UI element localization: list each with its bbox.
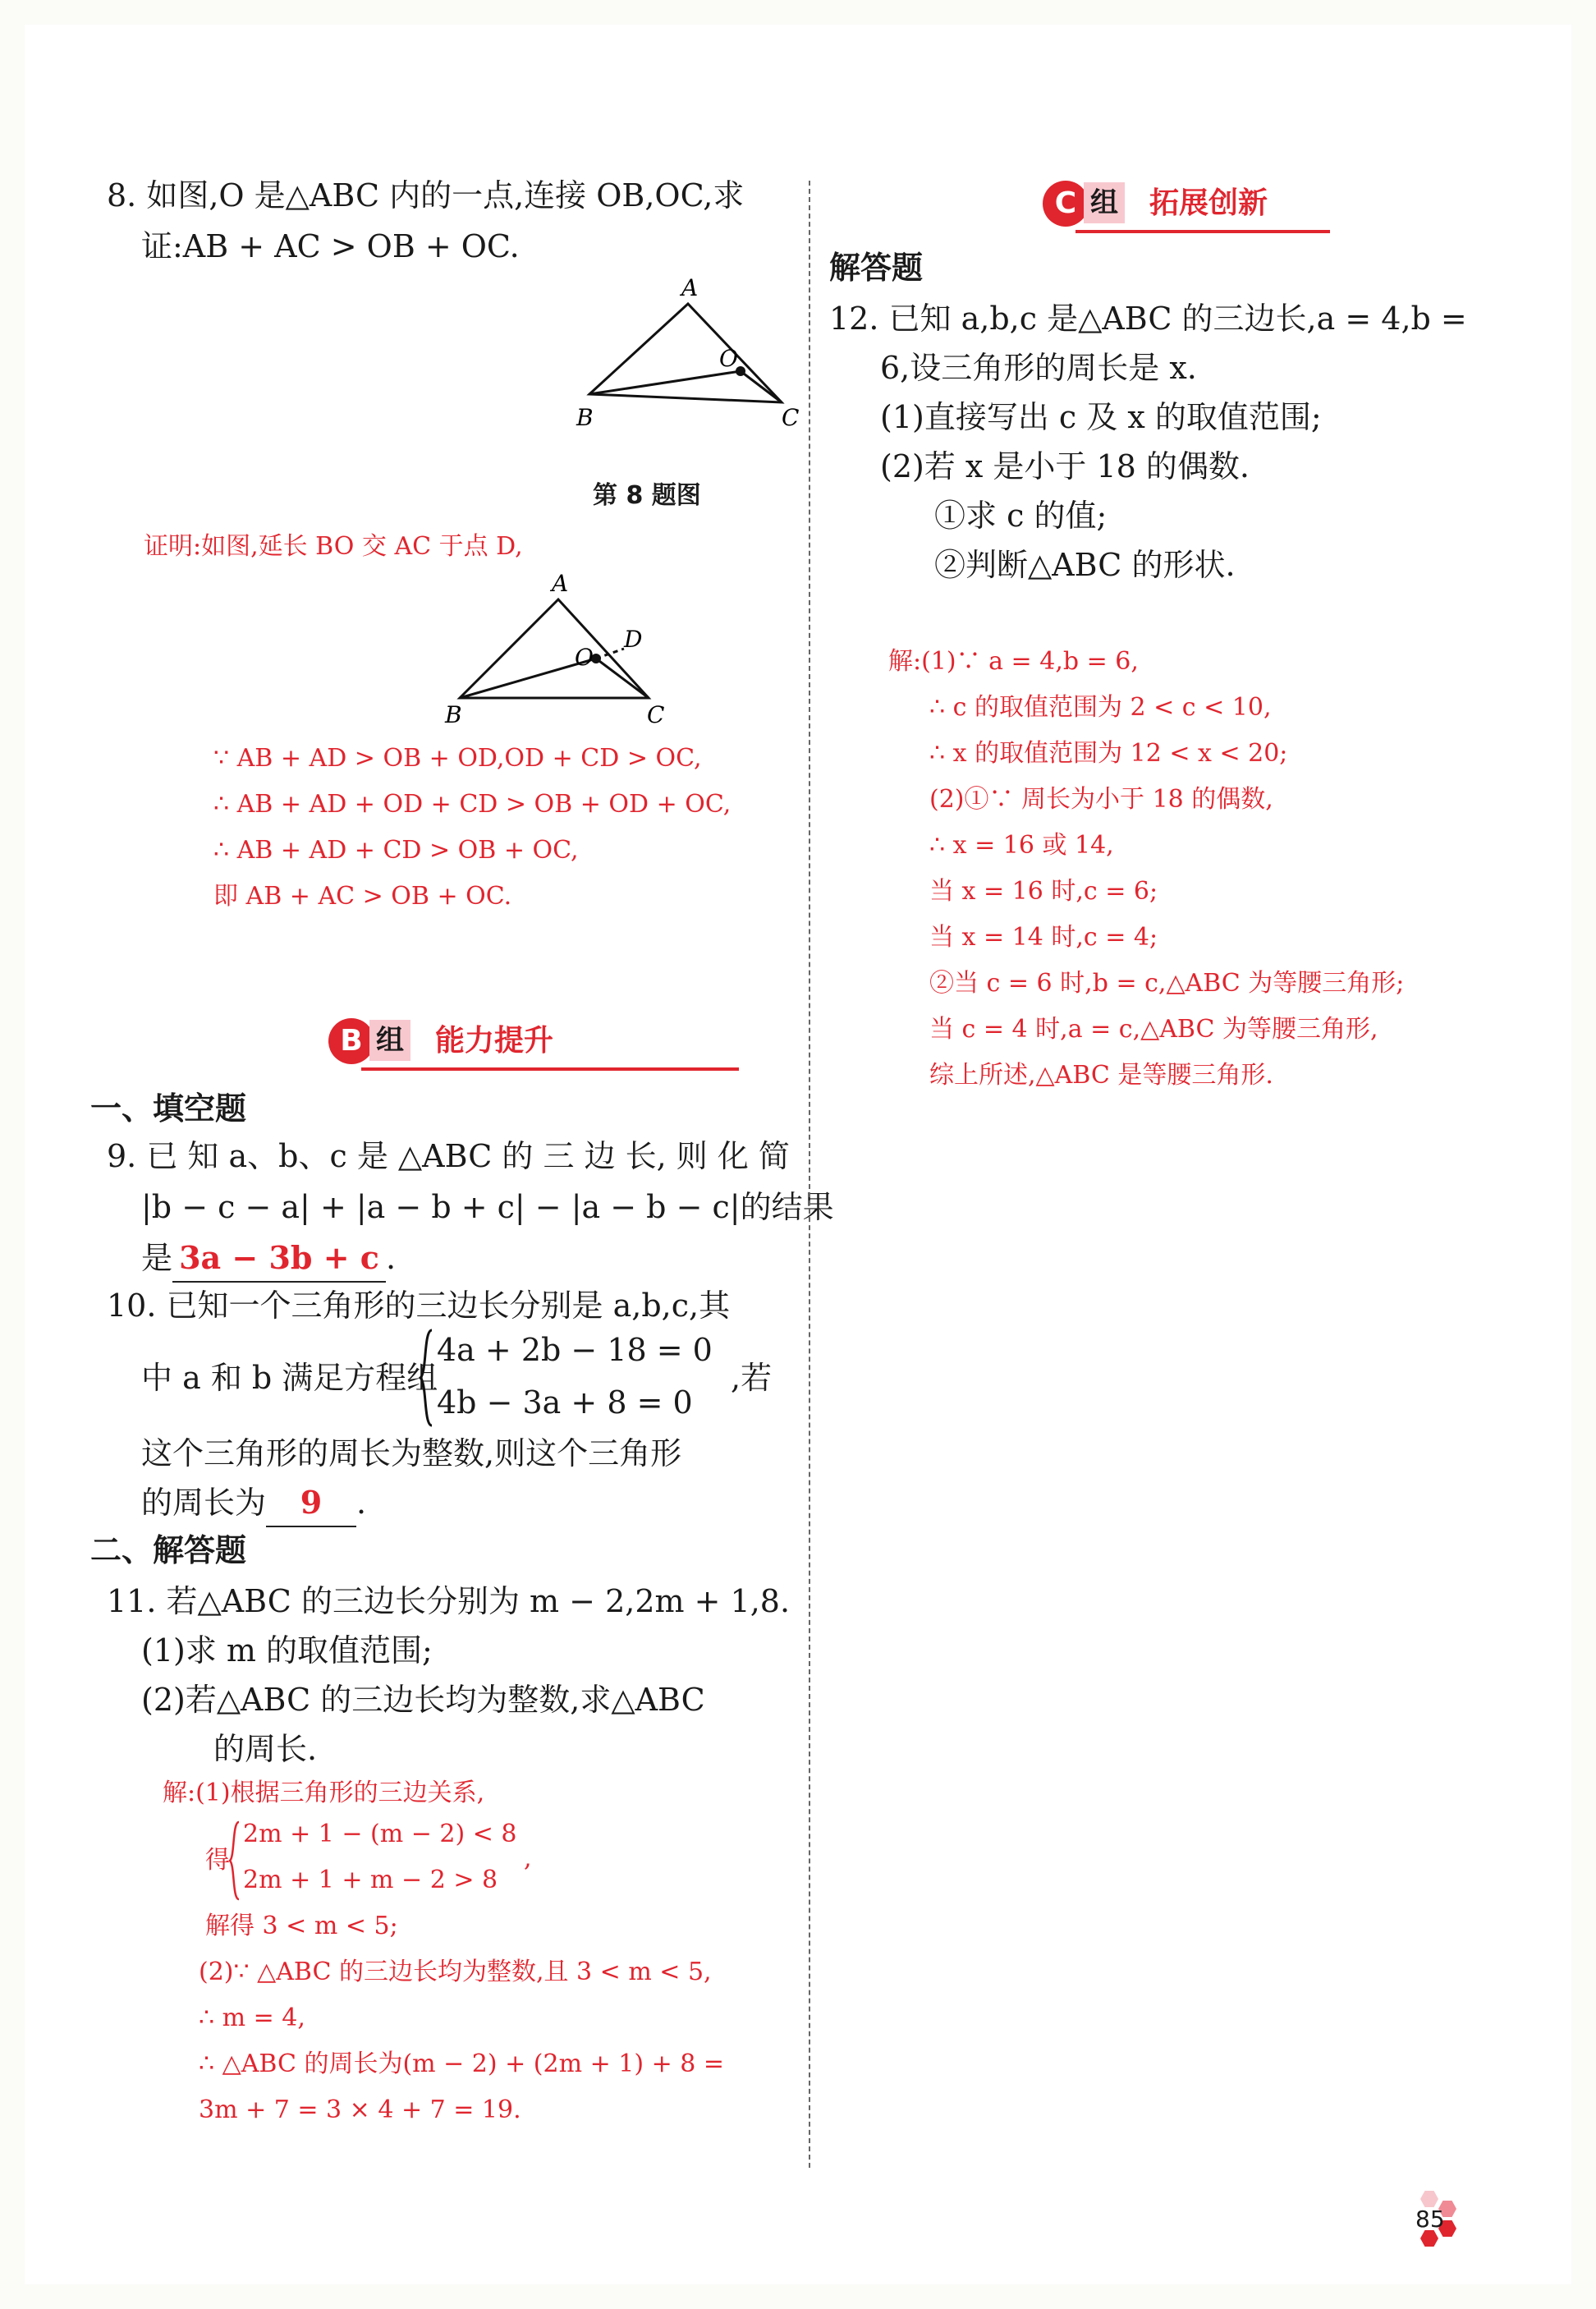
q11-line2: (1)求 m 的取值范围; [141,1632,433,1669]
q10-eq1: 4a + 2b − 18 = 0 [437,1332,713,1368]
section-answer-c: 解答题 [829,250,924,286]
q12-sol-1: 解:(1)∵ a = 4,b = 6, [888,647,1139,676]
q10-answer: 9 [300,1484,323,1521]
q11-system-brace [228,1820,241,1902]
group-c-underline [1075,230,1330,233]
q9-line3 [141,1235,396,1283]
group-c-zu: 组 [1084,182,1125,223]
figure-8-caption: 第 8 题图 [593,481,701,510]
q10-answer-blank [266,1480,356,1527]
q12-line6: ②判断△ABC 的形状. [934,547,1236,583]
q9-line2: |b − c − a| + |a − b + c| − |a − b − c|的结果 [141,1189,834,1225]
q10-post: . [356,1485,367,1521]
q9-pre: 是 [141,1240,173,1276]
q8-proof-step1: ∵ AB + AD > OB + OD,OD + CD > OC, [213,744,702,773]
q11-de: 得 [205,1846,230,1875]
group-c-title: 拓展创新 [1149,186,1268,220]
q12-line5: ①求 c 的值; [934,498,1108,534]
q10-line1: 10. 已知一个三角形的三边长分别是 a,b,c,其 [107,1288,731,1324]
q10-line4-pre: 的周长为 [141,1485,267,1521]
q10-eq2: 4b − 3a + 8 = 0 [437,1384,693,1421]
q10-line2-pre: 中 a 和 b 满足方程组 [141,1360,438,1396]
q9-answer: 3a − 3b + c [179,1239,379,1276]
group-b-letter: B [328,1018,374,1064]
q11-sys1: 2m + 1 − (m − 2) < 8 [243,1820,517,1848]
q9-answer-blank [172,1235,386,1283]
column-divider [809,181,810,2168]
q12-sol-5: ∴ x = 16 或 14, [929,831,1114,860]
q12-sol-3: ∴ x 的取值范围为 12 < x < 20; [929,739,1288,768]
q12-line1: 12. 已知 a,b,c 是△ABC 的三边长,a = 4,b = [829,301,1467,337]
q12-sol-2: ∴ c 的取值范围为 2 < c < 10, [929,693,1272,722]
group-b-underline [361,1067,739,1071]
q10-line3: 这个三角形的周长为整数,则这个三角形 [141,1435,682,1471]
q12-sol-9: 当 c = 4 时,a = c,△ABC 为等腰三角形, [929,1015,1378,1044]
hex-deco-4 [1420,2230,1438,2247]
q12-line2: 6,设三角形的周长是 x. [880,350,1197,386]
group-b-zu: 组 [369,1020,410,1061]
group-b-title: 能力提升 [435,1024,554,1058]
q11-sol6: 3m + 7 = 3 × 4 + 7 = 19. [199,2096,521,2124]
q8-line2: 证:AB + AC > OB + OC. [141,228,520,264]
q8-proof-step3: ∴ AB + AD + CD > OB + OC, [213,836,579,865]
q10-line4 [141,1480,366,1527]
fig8p-label-a: A [552,570,569,597]
q12-sol-8: ②当 c = 6 时,b = c,△ABC 为等腰三角形; [929,969,1405,998]
fig8p-label-o: O [575,644,594,671]
q8-proof-step2: ∴ AB + AD + OD + CD > OB + OD + OC, [213,790,732,819]
q12-sol-6: 当 x = 16 时,c = 6; [929,877,1158,906]
q9-post: . [386,1240,397,1276]
q10-line2-post: ,若 [731,1360,773,1396]
q12-line4: (2)若 x 是小于 18 的偶数. [880,448,1250,484]
figure-8 [534,271,805,460]
group-c-letter: C [1043,181,1089,227]
q11-sol4: ∴ m = 4, [199,2004,305,2032]
fig8-label-a: A [681,274,699,301]
q11-sol1: 解:(1)根据三角形的三边关系, [163,1779,485,1807]
q11-line1: 11. 若△ABC 的三边长分别为 m − 2,2m + 1,8. [107,1583,791,1619]
fig8p-label-b: B [445,701,462,728]
q12-line3: (1)直接写出 c 及 x 的取值范围; [880,399,1322,435]
q12-sol-10: 综上所述,△ABC 是等腰三角形. [929,1061,1273,1090]
figure-8-proof [386,567,665,739]
q11-sys-comma: , [524,1844,532,1873]
section-answer: 二、解答题 [90,1532,247,1568]
fig8-label-b: B [576,404,594,431]
page-number: 85 [1415,2206,1445,2233]
page [25,25,1571,2284]
q8-proof-step4: 即 AB + AC > OB + OC. [213,882,512,911]
fig8-label-o: O [719,345,738,372]
q8-proof-intro: 证明:如图,延长 BO 交 AC 于点 D, [144,532,523,561]
q11-sol2: 解得 3 < m < 5; [205,1912,398,1940]
q10-system-brace [419,1327,435,1429]
section-fill-in: 一、填空题 [90,1090,247,1127]
q9-line1: 9. 已 知 a、b、c 是 △ABC 的 三 边 长, 则 化 简 [107,1138,790,1174]
q11-sol5: ∴ △ABC 的周长为(m − 2) + (2m + 1) + 8 = [199,2050,725,2078]
fig8p-label-c: C [647,701,665,728]
hex-deco-1 [1420,2191,1438,2207]
q11-sol3: (2)∵ △ABC 的三边长均为整数,且 3 < m < 5, [199,1958,712,1986]
fig8-label-c: C [782,404,800,431]
q12-sol-4: (2)①∵ 周长为小于 18 的偶数, [929,785,1273,814]
q12-sol-7: 当 x = 14 时,c = 4; [929,923,1158,952]
q11-line3: (2)若△ABC 的三边长均为整数,求△ABC [141,1682,705,1718]
fig8p-label-d: D [624,626,643,653]
q8-line1: 8. 如图,O 是△ABC 内的一点,连接 OB,OC,求 [107,177,745,213]
q11-sys2: 2m + 1 + m − 2 > 8 [243,1866,498,1894]
q11-line4: 的周长. [213,1731,318,1767]
